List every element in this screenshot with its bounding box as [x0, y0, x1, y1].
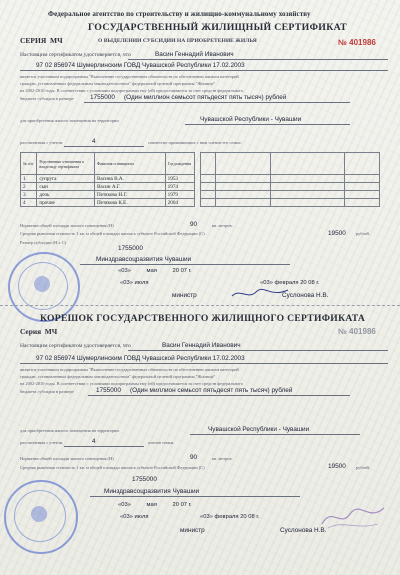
stub-title: КОРЕШОК ГОСУДАРСТВЕННОГО ЖИЛИЩНОГО СЕРТИФИКАТА — [40, 313, 366, 324]
row-relation: сын — [37, 183, 95, 191]
row-name: Васина В.А. — [94, 175, 165, 183]
amount-line — [84, 102, 350, 103]
issue-date: «03» мая 20 07 г. — [118, 268, 192, 274]
row-number: 3 — [21, 191, 37, 199]
col-relation-header: Родственные отношения к владельцу сертификата — [37, 153, 95, 175]
stub-valid-date: «03» июля — [120, 514, 149, 520]
stub-owner-name: Васин Геннадий Иванович — [162, 342, 241, 349]
stub-issuer: Минздравсоцразвития Чувашии — [104, 488, 200, 495]
stub-valid-to-date: «03» февраля 20 08 г. — [200, 514, 260, 520]
seal-emblem-icon — [34, 276, 50, 292]
stub-price-label: Средняя рыночная стоимость 1 кв. м общей площади жилья в субъекте Российской Федерации (С) — [20, 465, 205, 470]
agency-name: Федеральное агентство по строительству и жилищно-коммунальному хозяйству — [48, 10, 311, 18]
stub-program-text-2: граждан, установленных федеральным законодательством" федеральной целевой программы "Жилище" — [20, 374, 216, 379]
stub-minister-title: министр — [180, 527, 205, 534]
signer-name: Суслонова Н.В. — [282, 292, 329, 299]
subsidy-amount: 1755000 — [90, 94, 115, 101]
stub-subsidy-amount: 1755000 — [96, 387, 121, 394]
stub-seal-emblem-icon — [31, 506, 47, 522]
stub-budget-label: бюджета субсидия в размере — [20, 389, 74, 394]
stub-certifies-label: Настоящим сертификатом удостоверяется, что — [20, 343, 131, 349]
table-row — [21, 183, 195, 191]
row-year: 2004 — [165, 199, 194, 207]
calc-label: Размер субсидии (Н х С) — [20, 240, 67, 245]
stub-count-line — [64, 446, 144, 447]
table-row — [21, 191, 195, 199]
family-table-header — [21, 153, 195, 175]
stub-price-unit: рублей. — [356, 465, 370, 470]
row-name: Петякова Н.Г. — [94, 191, 165, 199]
stub-signature-icon — [318, 500, 388, 532]
valid-date: «03» июля — [120, 280, 149, 286]
table-row — [21, 199, 195, 207]
stub-calc-value: 1755000 — [132, 476, 157, 483]
series-label: СЕРИЯ МЧ — [20, 36, 63, 45]
col-year-header: Год рождения — [165, 153, 194, 175]
row-number: 1 — [21, 175, 37, 183]
owner-line — [128, 59, 388, 60]
price-unit: рублей. — [356, 231, 370, 236]
stub-issue-date: «03» мая 20 07 г. — [118, 502, 192, 508]
row-relation: дочь — [37, 191, 95, 199]
col-number-header: № п/п — [21, 153, 37, 175]
price-label: Средняя рыночная стоимость 1 кв. м общей площади жилья в субъекте Российской Федерации (С) — [20, 231, 205, 236]
series-value: МЧ — [50, 36, 63, 45]
row-number: 4 — [21, 199, 37, 207]
col-name-header: Фамилия и инициалы — [94, 153, 165, 175]
count-line — [64, 146, 144, 147]
stub-territory-line — [190, 434, 360, 435]
count-label: рассчитанная с учетом — [20, 140, 63, 145]
stub-count-suffix: членов семьи. — [148, 440, 175, 445]
stub-territory-label: для приобретения жилого помещения на территории — [20, 428, 119, 433]
row-year: 1953 — [165, 175, 194, 183]
price-value: 19500 — [328, 230, 346, 237]
row-name: Васин А.Г. — [94, 183, 165, 191]
budget-label: бюджета субсидия в размере — [20, 96, 74, 101]
certifies-label: Настоящим сертификатом удостоверяется, что — [20, 52, 131, 58]
passport: 97 02 856974 Шумерлинским ГОВД Чувашской Республики 17.02.2003 — [36, 62, 245, 69]
stub-program-text-3: на 2002-2010 годы. В соответствии с условиями подпрограммы ему (ей) предоставляется за счет средств федерального — [20, 381, 244, 386]
issuer-line — [80, 264, 290, 265]
stub-price-value: 19500 — [328, 463, 346, 470]
stub-program-text-1: является участником подпрограммы "Выполнение государственных обязательств по обеспечению жильем категорий — [20, 367, 239, 372]
territory: Чувашской Республики - Чувашии — [200, 116, 302, 123]
stub-norm-unit: кв. метров. — [212, 456, 233, 461]
program-text-2: граждан, установленных федеральным законодательством" федеральной целевой программы "Жилище" — [20, 81, 216, 86]
passport-line — [20, 70, 388, 71]
stub-norm-value: 90 — [190, 454, 198, 461]
row-relation: супруга — [37, 175, 95, 183]
signature-icon — [230, 286, 290, 300]
stub-owner-line — [128, 350, 388, 351]
stub-passport-line — [20, 363, 388, 364]
row-year: 1974 — [165, 183, 194, 191]
norm-value: 90 — [190, 221, 198, 228]
subsidy-amount-words: (Один миллион семьсот пятьдесят пять тысяч) рублей — [124, 94, 287, 101]
territory-line — [185, 124, 350, 125]
serial-number: № 401986 — [338, 38, 376, 47]
stub-series: Серия МЧ — [20, 327, 58, 336]
program-text-3: на 2002-2010 годы. В соответствии с условиями подпрограммы ему (ей) предоставляется за счет средств федерального — [20, 88, 244, 93]
stub-subsidy-amount-words: (Один миллион семьсот пятьдесят пять тысяч) рублей — [130, 387, 293, 394]
row-relation: прочие — [37, 199, 95, 207]
stub-territory: Чувашской Республики - Чувашии — [208, 426, 310, 433]
row-year: 1979 — [165, 191, 194, 199]
family-table-continued — [200, 152, 380, 207]
certificate-title: ГОСУДАРСТВЕННЫЙ ЖИЛИЩНЫЙ СЕРТИФИКАТ — [88, 22, 347, 33]
stub-count-label: рассчитанная с учетом — [20, 440, 63, 445]
stub-signer-name: Суслонова Н.В. — [280, 527, 327, 534]
tear-line — [0, 305, 400, 306]
stub-serial-number: № 401986 — [338, 327, 376, 336]
count-suffix: совместно проживающих с ним членов его семьи: — [148, 140, 242, 145]
stub-passport: 97 02 856974 Шумерлинским ГОВД Чувашской Республики 17.02.2003 — [36, 355, 245, 362]
stub-issuer-line — [90, 496, 300, 497]
row-number: 2 — [21, 183, 37, 191]
stub-amount-line — [88, 395, 350, 396]
minister-title: министр — [172, 292, 197, 299]
program-text-1: является участником подпрограммы "Выполнение государственных обязательств по обеспечению жильем категорий — [20, 74, 239, 79]
family-table — [20, 152, 195, 207]
valid-to-date: «03» февраля 20 08 г. — [260, 280, 320, 286]
table-row — [21, 175, 195, 183]
norm-unit: кв. метров. — [212, 223, 233, 228]
territory-label: для приобретения жилого помещения на территории — [20, 118, 119, 123]
issuer: Минздравсоцразвития Чувашии — [96, 256, 192, 263]
calc-value: 1755000 — [118, 245, 143, 252]
owner-name: Васин Геннадий Иванович — [155, 51, 234, 58]
row-name: Петякова К.Е. — [94, 199, 165, 207]
family-count: 4 — [92, 138, 96, 145]
norm-label: Норматив общей площади жилого помещения (Н) — [20, 223, 114, 228]
certificate-subtitle: О ВЫДЕЛЕНИИ СУБСИДИИ НА ПРИОБРЕТЕНИЕ ЖИЛЬЯ — [98, 38, 257, 44]
stub-norm-label: Норматив общей площади жилого помещения (Н) — [20, 456, 114, 461]
stub-family-count: 4 — [92, 438, 96, 445]
